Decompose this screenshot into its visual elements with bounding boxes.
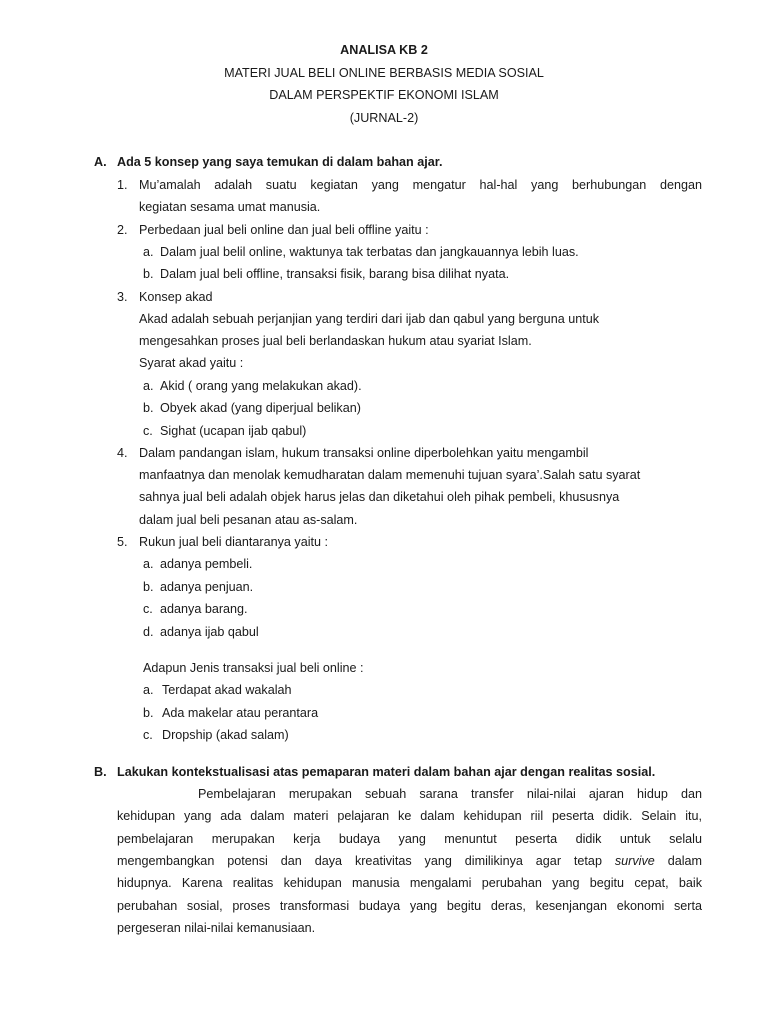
item-3-number: 3. — [117, 290, 128, 304]
item-5a-marker: a. — [143, 557, 154, 571]
item-3-text: Konsep akad — [139, 290, 213, 304]
item-5c-text: adanya barang. — [160, 602, 248, 616]
jenis-c-marker: c. — [143, 728, 153, 742]
item-4-number: 4. — [117, 446, 128, 460]
section-a-heading: Ada 5 konsep yang saya temukan di dalam bahan ajar. — [117, 155, 443, 169]
doc-subtitle-1: MATERI JUAL BELI ONLINE BERBASIS MEDIA SOSIAL — [224, 66, 544, 80]
jenis-intro: Adapun Jenis transaksi jual beli online : — [143, 661, 364, 675]
section-b-line-6: perubahan sosial, proses transformasi budaya yang begitu deras, kesenjangan ekonomi serta — [117, 899, 702, 913]
item-2b-marker: b. — [143, 267, 154, 281]
jenis-a-text: Terdapat akad wakalah — [162, 683, 292, 697]
section-b-heading: Lakukan kontekstualisasi atas pemaparan materi dalam bahan ajar dengan realitas sosial. — [117, 765, 656, 779]
item-2a-marker: a. — [143, 245, 154, 259]
section-b-line-4-post: dalam — [654, 854, 702, 868]
doc-subtitle-2: DALAM PERSPEKTIF EKONOMI ISLAM — [269, 88, 499, 102]
item-4-line-3: sahnya jual beli adalah objek harus jelas dan diketahui oleh pihak pembeli, khususnya — [139, 490, 620, 504]
item-5-text: Rukun jual beli diantaranya yaitu : — [139, 535, 329, 549]
item-3-syarat: Syarat akad yaitu : — [139, 356, 244, 370]
section-b-line-4-italic: survive — [614, 854, 655, 868]
item-1-line-2: kegiatan sesama umat manusia. — [139, 200, 321, 214]
item-4-line-2: manfaatnya dan menolak kemudharatan dalam memenuhi tujuan syara’.Salah satu syarat — [139, 468, 641, 482]
item-3-para-1: Akad adalah sebuah perjanjian yang terdiri dari ijab dan qabul yang berguna untuk — [139, 312, 600, 326]
item-3b-text: Obyek akad (yang diperjual belikan) — [160, 401, 361, 415]
item-1-line-1: Mu’amalah adalah suatu kegiatan yang mengatur hal-hal yang berhubungan dengan — [139, 178, 702, 192]
jenis-a-marker: a. — [143, 683, 154, 697]
item-5a-text: adanya pembeli. — [160, 557, 253, 571]
section-a-marker: A. — [94, 155, 107, 169]
doc-subtitle-3: (JURNAL-2) — [349, 111, 419, 125]
item-3c-text: Sighat (ucapan ijab qabul) — [160, 424, 307, 438]
item-5c-marker: c. — [143, 602, 153, 616]
item-5b-marker: b. — [143, 580, 154, 594]
section-b-line-4 — [117, 853, 702, 869]
item-4-line-4: dalam jual beli pesanan atau as-salam. — [139, 513, 358, 527]
jenis-b-text: Ada makelar atau perantara — [162, 706, 319, 720]
jenis-c-text: Dropship (akad salam) — [162, 728, 289, 742]
doc-title: ANALISA KB 2 — [340, 43, 428, 57]
item-5b-text: adanya penjuan. — [160, 580, 254, 594]
item-5-number: 5. — [117, 535, 128, 549]
item-2-text: Perbedaan jual beli online dan jual beli offline yaitu : — [139, 223, 429, 237]
item-5d-marker: d. — [143, 625, 154, 639]
section-b-line-2: kehidupan yang ada dalam materi pelajaran ke dalam kehidupan riil peserta didik. Selain itu, — [117, 809, 702, 823]
item-4-line-1: Dalam pandangan islam, hukum transaksi online diperbolehkan yaitu mengambil — [139, 446, 589, 460]
item-2-number: 2. — [117, 223, 128, 237]
item-5d-text: adanya ijab qabul — [160, 625, 259, 639]
section-b-marker: B. — [94, 765, 107, 779]
item-2b-text: Dalam jual beli offline, transaksi fisik, barang bisa dilihat nyata. — [160, 267, 510, 281]
section-b-line-4-pre: mengembangkan potensi dan daya kreativitas yang dimilikinya agar tetap — [117, 854, 615, 868]
jenis-b-marker: b. — [143, 706, 154, 720]
section-b-line-3: pembelajaran merupakan kerja budaya yang menuntut peserta didik untuk selalu — [117, 832, 702, 846]
item-3c-marker: c. — [143, 424, 153, 438]
section-b-line-5: hidupnya. Karena realitas kehidupan manusia mengalami perubahan yang begitu cepat, baik — [117, 876, 702, 890]
item-2a-text: Dalam jual belil online, waktunya tak terbatas dan jangkauannya lebih luas. — [160, 245, 579, 259]
item-3a-text: Akid ( orang yang melakukan akad). — [160, 379, 362, 393]
item-3b-marker: b. — [143, 401, 154, 415]
item-3a-marker: a. — [143, 379, 154, 393]
item-3-para-2: mengesahkan proses jual beli berlandaskan hukum atau syariat Islam. — [139, 334, 532, 348]
item-1-number: 1. — [117, 178, 128, 192]
section-b-line-7: pergeseran nilai-nilai kemanusiaan. — [117, 921, 316, 935]
section-b-line-1: Pembelajaran merupakan sebuah sarana transfer nilai-nilai ajaran hidup dan — [198, 787, 702, 801]
